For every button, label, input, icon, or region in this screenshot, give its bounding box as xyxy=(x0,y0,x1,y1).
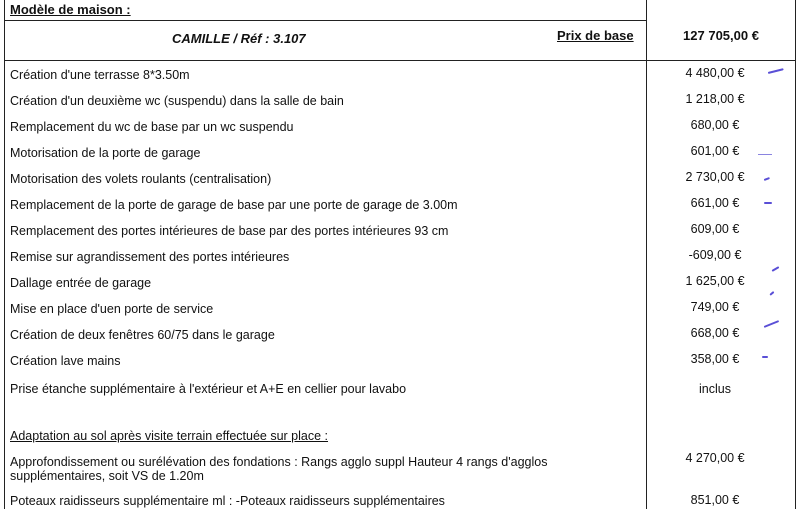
item-label: Remplacement des portes intérieures de base par des portes intérieures 93 cm xyxy=(10,224,449,238)
table-row xyxy=(0,298,800,324)
item-label: Motorisation de la porte de garage xyxy=(10,146,201,160)
base-price-label: Prix de base xyxy=(557,28,634,43)
item-label: Création lave mains xyxy=(10,354,121,368)
table-row xyxy=(0,116,800,142)
adaptation-label: Poteaux raidisseurs supplémentaire ml : -Poteaux raidisseurs supplémentaires xyxy=(10,494,445,508)
table-row xyxy=(0,142,800,168)
item-price: 668,00 € xyxy=(690,326,740,340)
table-row xyxy=(0,64,800,90)
model-name: CAMILLE / Réf : 3.107 xyxy=(172,31,306,46)
item-label: Dallage entrée de garage xyxy=(10,276,152,290)
item-label: Motorisation des volets roulants (centralisation) xyxy=(10,172,272,186)
adaptation-title: Adaptation au sol après visite terrain effectuée sur place : xyxy=(10,429,329,443)
section-title: Modèle de maison : xyxy=(10,2,131,17)
item-price: inclus xyxy=(699,382,731,396)
item-label: Remplacement du wc de base par un wc suspendu xyxy=(10,120,294,134)
item-price: 609,00 € xyxy=(690,222,740,236)
item-price: 680,00 € xyxy=(690,118,740,132)
adaptation-label-line1: Approfondissement ou surélévation des fondations : Rangs agglo suppl Hauteur 4 rangs d'agglos xyxy=(10,455,548,469)
item-price: 661,00 € xyxy=(690,196,740,210)
item-price: -609,00 € xyxy=(688,248,742,262)
item-label: Prise étanche supplémentaire à l'extérieur et A+E en cellier pour lavabo xyxy=(10,382,407,396)
item-price: 358,00 € xyxy=(690,352,740,366)
header-bottom-rule xyxy=(4,60,796,61)
table-row xyxy=(0,90,800,116)
item-price: 601,00 € xyxy=(690,144,740,158)
item-price: 2 730,00 € xyxy=(685,170,745,184)
pen-check-mark xyxy=(762,356,768,358)
table-row xyxy=(0,376,800,402)
pen-check-mark xyxy=(764,202,772,204)
item-price: 1 625,00 € xyxy=(685,274,745,288)
adaptation-price: 4 270,00 € xyxy=(685,451,745,465)
item-price: 749,00 € xyxy=(690,300,740,314)
table-row xyxy=(0,350,800,376)
table-row xyxy=(0,168,800,194)
adaptation-label-line2: supplémentaires, soit VS de 1.20m xyxy=(10,469,204,483)
item-label: Création d'une terrasse 8*3.50m xyxy=(10,68,190,82)
item-label: Mise en place d'uen porte de service xyxy=(10,302,214,316)
table-row xyxy=(0,324,800,350)
item-label: Remplacement de la porte de garage de base par une porte de garage de 3.00m xyxy=(10,198,458,212)
table-row xyxy=(0,194,800,220)
adaptation-price: 851,00 € xyxy=(690,493,740,507)
table-row xyxy=(0,220,800,246)
pen-check-mark xyxy=(758,154,772,155)
item-price: 4 480,00 € xyxy=(685,66,745,80)
item-label: Remise sur agrandissement des portes intérieures xyxy=(10,250,290,264)
item-label: Création d'un deuxième wc (suspendu) dans la salle de bain xyxy=(10,94,344,108)
item-price: 1 218,00 € xyxy=(685,92,745,106)
item-label: Création de deux fenêtres 60/75 dans le garage xyxy=(10,328,275,342)
header-top-rule xyxy=(4,20,646,21)
table-row xyxy=(0,246,800,272)
table-row xyxy=(0,272,800,298)
base-price-value: 127 705,00 € xyxy=(683,28,759,43)
